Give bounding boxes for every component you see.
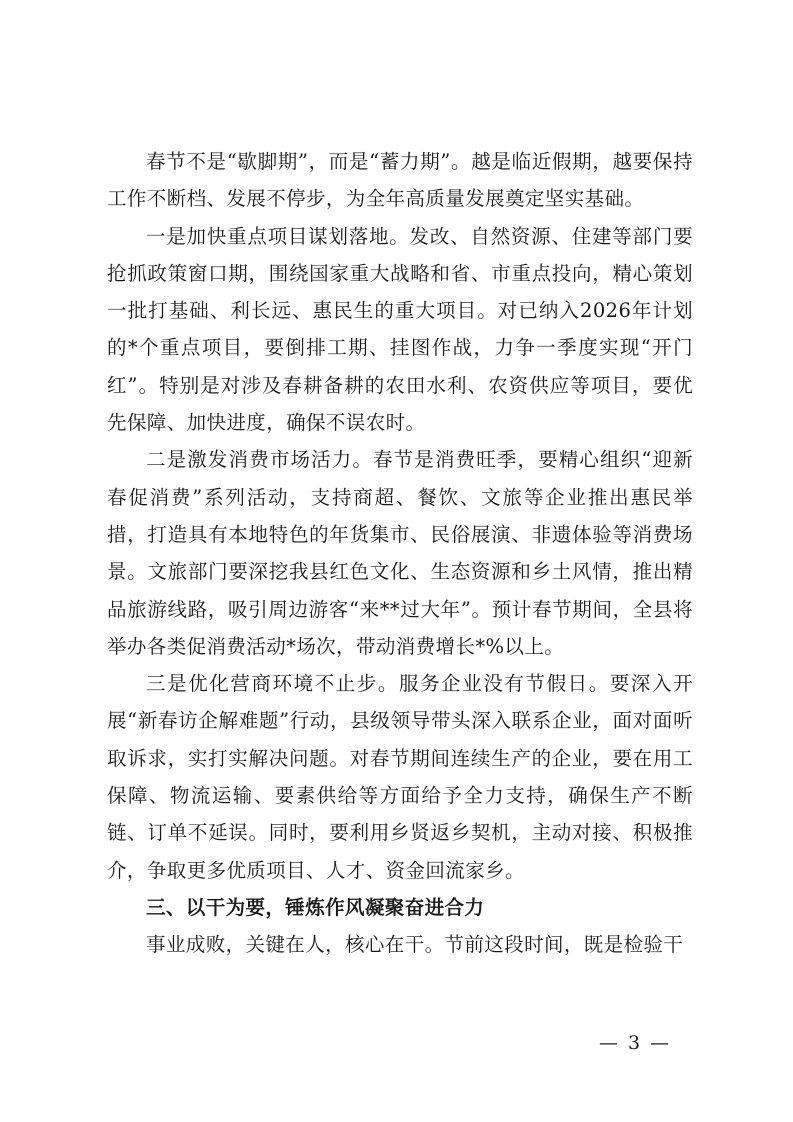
- paragraph-intro: 春节不是“歇脚期”，而是“蓄力期”。越是临近假期，越要保持工作不断档、发展不停步，为全年高质量发展奠定坚实基础。: [107, 150, 693, 211]
- paragraph-closing: 事业成败，关键在人，核心在干。节前这段时间，既是检验干: [146, 933, 684, 957]
- paragraph-consumption: 二是激发消费市场活力。春节是消费旺季，要精心组织“迎新春促消费”系列活动，支持商超、餐饮、文旅等企业推出惠民举措，打造具有本地特色的年货集市、民俗展演、非遗体验等消费场景。文旅部门要深挖我县红色文化、生态资源和乡土风情，推出精品旅游线路，吸引周边游客“来**过大年”。预计春节期间，全县将举办各类促消费活动*场次，带动消费增长*%以上。: [107, 448, 693, 658]
- page-number: — 3 —: [599, 1032, 672, 1054]
- paragraph-key-projects: 一是加快重点项目谋划落地。发改、自然资源、住建等部门要抢抓政策窗口期，围绕国家重大战略和省、市重点投向，精心策划一批打基础、利长远、惠民生的重大项目。对已纳入2026年计划的*个重点项目，要倒排工期、挂图作战，力争一季度实现“开门红”。特别是对涉及春耕备耕的农田水利、农资供应等项目，要优先保障、加快进度，确保不误农时。: [107, 224, 693, 435]
- document-body: [107, 143, 693, 964]
- paragraph-business-environment: 三是优化营商环境不止步。服务企业没有节假日。要深入开展“新春访企解难题”行动，县级领导带头深入联系企业，面对面听取诉求，实打实解决问题。对春节期间连续生产的企业，要在用工保障、物流运输、要素供给等方面给予全力支持，确保生产不断链、订单不延误。同时，要利用乡贤返乡契机，主动对接、积极推介，争取更多优质项目、人才、资金回流家乡。: [107, 672, 693, 882]
- section-heading: 三、以干为要，锤炼作风凝聚奋进合力: [146, 895, 485, 919]
